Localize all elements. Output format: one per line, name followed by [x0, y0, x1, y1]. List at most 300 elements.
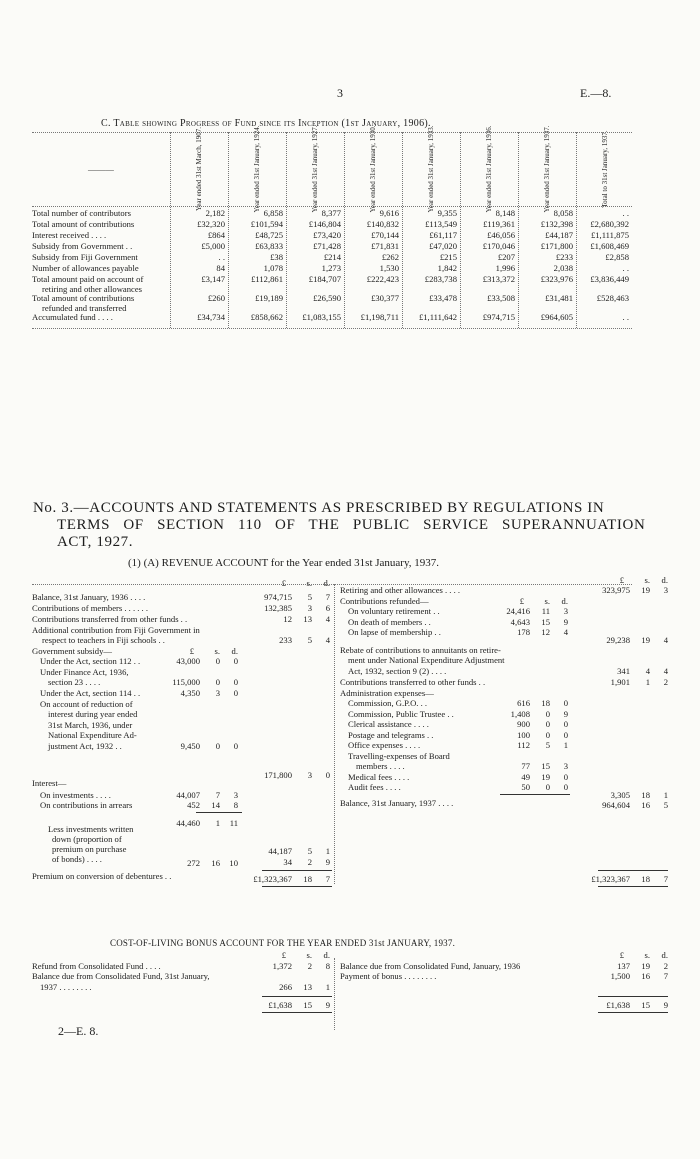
amount-shillings: 18: [541, 698, 550, 708]
table-cell: 1,078: [263, 263, 283, 273]
inner-amount: [148, 741, 240, 752]
amount-pounds: 3,305: [610, 790, 630, 800]
column-header: [536, 125, 558, 213]
pound-sign: £: [619, 950, 624, 960]
table-cell: £73,420: [313, 230, 341, 240]
amount-pounds: 1,408: [510, 709, 530, 719]
amount-pounds: 171,800: [264, 770, 292, 780]
table-cell: £5,000: [201, 241, 225, 251]
table-cell: £1,111,875: [590, 230, 629, 240]
amount-shillings: 5: [307, 592, 312, 602]
table-cell: 2,038: [553, 263, 573, 273]
bonus-right-rule: [598, 996, 668, 997]
amount-shillings: 15: [541, 761, 550, 771]
amount-pence: 11: [229, 818, 238, 828]
revenue-left-line: On contributions in arrears: [40, 800, 133, 810]
table-cell: £214: [323, 252, 341, 262]
amount-shillings: 11: [541, 606, 550, 616]
amount-shillings: 0: [545, 730, 550, 740]
total-amount: [240, 857, 332, 868]
amount-shillings: 2: [307, 857, 312, 867]
table-cell: £974,715: [482, 312, 515, 322]
lsd-header: [240, 950, 332, 961]
table-cell: 84: [216, 263, 225, 273]
table-top-rule: [32, 132, 632, 133]
section-heading: [33, 500, 646, 551]
table-cell: £3,836,449: [590, 274, 629, 284]
amount-shillings: 15: [303, 1000, 312, 1010]
table-cell: . .: [218, 252, 225, 262]
amount-pence: 9: [563, 617, 568, 627]
amount-pence: 4: [563, 627, 568, 637]
bonus-left-rule: [262, 996, 332, 997]
shilling-sign: s.: [306, 578, 312, 588]
row-label: Accumulated fund . . . .: [32, 312, 113, 322]
table-cell: £323,976: [540, 274, 573, 284]
left-total-rule: [262, 870, 332, 871]
amount-pence: 7: [325, 874, 330, 884]
table-cell: . .: [622, 208, 629, 218]
table-cell: £33,478: [429, 293, 457, 303]
total-amount: [578, 1000, 670, 1011]
amount-shillings: 19: [641, 585, 650, 595]
column-header-label: Year ended 31st January, 1937.: [543, 125, 551, 213]
table-cell: £63,833: [255, 241, 283, 251]
amount-shillings: 3: [307, 770, 312, 780]
table-cell: £30,377: [371, 293, 399, 303]
table-cell: £47,020: [429, 241, 457, 251]
table-cell: £858,662: [250, 312, 283, 322]
table-header-rule: [32, 206, 632, 207]
amount-pence: 0: [563, 698, 568, 708]
amount-shillings: 16: [641, 971, 650, 981]
amount-pounds: 137: [617, 961, 630, 971]
amount-shillings: 1: [645, 677, 650, 687]
amount-shillings: 19: [641, 635, 650, 645]
table-bottom-rule: [32, 328, 632, 329]
table-cell: £19,189: [255, 293, 283, 303]
column-header: [478, 125, 500, 213]
table-cell: £1,083,155: [302, 312, 341, 322]
amount-shillings: 0: [545, 719, 550, 729]
column-header: [246, 125, 268, 213]
row-label: Total amount of contributions: [32, 293, 135, 303]
row-label: Interest received . . . .: [32, 230, 107, 240]
total-amount: [578, 971, 670, 982]
total-amount: [240, 770, 332, 781]
total-amount: [240, 1000, 332, 1011]
amount-pounds: 4,350: [180, 688, 200, 698]
amount-shillings: 15: [541, 617, 550, 627]
table-cell: £146,804: [308, 219, 341, 229]
amount-pence: 0: [233, 656, 238, 666]
column-header: [188, 126, 210, 212]
amount-shillings: 0: [215, 656, 220, 666]
amount-pence: 3: [663, 585, 668, 595]
shilling-sign: s.: [644, 950, 650, 960]
pence-sign: d.: [323, 578, 330, 588]
revenue-left-line: premium on purchase: [52, 844, 127, 854]
row-label: Subsidy from Government . .: [32, 241, 133, 251]
amount-shillings: 0: [545, 782, 550, 792]
amount-shillings: 5: [545, 740, 550, 750]
revenue-right-line: Audit fees . . . .: [348, 782, 401, 792]
amount-shillings: 13: [303, 614, 312, 624]
amount-shillings: 5: [307, 846, 312, 856]
amount-pounds: 1,500: [610, 971, 630, 981]
left-grand-rule: [262, 886, 332, 887]
column-header-label: Year ended 31st January, 1933.: [427, 125, 435, 213]
table-cell: £71,428: [313, 241, 341, 251]
amount-pounds: 49: [521, 772, 530, 782]
table-cell: 9,616: [379, 208, 399, 218]
revenue-left-line: interest during year ended: [48, 709, 138, 719]
table-cell: £207: [497, 252, 515, 262]
amount-pence: 5: [663, 800, 668, 810]
pound-sign: £: [519, 596, 524, 606]
amount-pence: 6: [325, 603, 330, 613]
table-cell: £170,046: [482, 241, 515, 251]
amount-pounds: 900: [517, 719, 530, 729]
row-label: Total number of contributors: [32, 208, 131, 218]
revenue-left-line: Government subsidy—: [32, 646, 112, 656]
revenue-right-line: Act, 1932, section 9 (2) . . . .: [348, 666, 447, 676]
amount-pounds: 34: [283, 857, 292, 867]
revenue-right-line: Postage and telegrams . .: [348, 730, 434, 740]
column-header: [362, 125, 384, 213]
inner-amount: [148, 656, 240, 667]
table-cell: £528,463: [596, 293, 629, 303]
table-cell: £33,508: [487, 293, 515, 303]
amount-pence: 9: [325, 1000, 330, 1010]
amount-pounds: 1,901: [610, 677, 630, 687]
amount-pounds: 24,416: [506, 606, 530, 616]
amount-pounds: 112: [517, 740, 530, 750]
table-cell: £113,549: [425, 219, 457, 229]
revenue-right-line: Commission, Public Trustee . .: [348, 709, 454, 719]
revenue-left-line: Under Finance Act, 1936,: [40, 667, 129, 677]
amount-pounds: 272: [187, 858, 200, 868]
inner-amount: [148, 800, 240, 811]
pence-sign: d.: [661, 575, 668, 585]
amount-pounds: 29,238: [606, 635, 630, 645]
table-cell: 1,842: [437, 263, 457, 273]
amount-shillings: 14: [211, 800, 220, 810]
total-amount: [240, 846, 332, 857]
column-header-label: Year ended 31st January, 1927.: [311, 125, 319, 213]
row-label: Number of allowances payable: [32, 263, 139, 273]
amount-pounds: 1,372: [272, 961, 292, 971]
total-amount: [578, 635, 670, 646]
table-cell: 2,182: [205, 208, 225, 218]
amount-pence: 3: [233, 790, 238, 800]
inner-amount: [478, 606, 570, 617]
revenue-right-line: Balance, 31st January, 1937 . . . .: [340, 798, 454, 808]
amount-pence: 4: [663, 666, 668, 676]
amount-pence: 1: [663, 790, 668, 800]
lsd-header: [240, 578, 332, 589]
amount-pounds: 974,715: [264, 592, 292, 602]
table-cell: £38: [270, 252, 283, 262]
amount-pounds: 233: [279, 635, 292, 645]
revenue-right-line: Medical fees . . . .: [348, 772, 410, 782]
amount-pounds: 266: [279, 982, 292, 992]
revenue-right-line: On voluntary retirement . .: [348, 606, 440, 616]
table-cell: £34,734: [197, 312, 225, 322]
amount-pounds: 44,007: [176, 790, 200, 800]
table-cell: £1,111,642: [418, 312, 457, 322]
amount-pounds: 4,643: [510, 617, 530, 627]
column-header: [420, 125, 442, 213]
revenue-left-line: Contributions transferred from other funds . .: [32, 614, 188, 624]
shilling-sign: s.: [306, 950, 312, 960]
revenue-left-line: section 23 . . . .: [48, 677, 101, 687]
amount-pounds: 178: [517, 627, 530, 637]
inner-amount: [148, 688, 240, 699]
table-cell: £61,117: [429, 230, 457, 240]
table-cell: £2,858: [605, 252, 629, 262]
amount-pence: 7: [325, 592, 330, 602]
revenue-right-line: Travelling-expenses of Board: [348, 751, 450, 761]
bonus-left-line: 1937 . . . . . . . .: [40, 982, 92, 992]
amount-pence: 3: [563, 761, 568, 771]
table-cell: £32,320: [197, 219, 225, 229]
total-amount: [578, 585, 670, 596]
row-label: Total amount of contributions: [32, 219, 135, 229]
inner-amount: [148, 858, 240, 869]
bonus-right-line: Balance due from Consolidated Fund, January, 1936: [340, 961, 521, 971]
revenue-left-line: On account of reduction of: [40, 699, 133, 709]
revenue-right-line: Contributions transferred to other funds . .: [340, 677, 486, 687]
lsd-header: [578, 950, 670, 961]
table-cell: 8,377: [321, 208, 341, 218]
revenue-left-line: Additional contribution from Fiji Government in: [32, 625, 200, 635]
revenue-right-line: On lapse of membership . .: [348, 627, 441, 637]
revenue-left-line: Less investments written: [48, 824, 134, 834]
column-header-label: Year ended 31st March, 1907.: [195, 126, 203, 212]
total-amount: [240, 603, 332, 614]
amount-pence: 0: [233, 741, 238, 751]
table-cell: £233: [555, 252, 573, 262]
bonus-title: COST-OF-LIVING BONUS ACCOUNT FOR THE YEAR ENDED 31st JANUARY, 1937.: [110, 938, 456, 948]
amount-pence: 8: [233, 800, 238, 810]
table-cell: £71,831: [371, 241, 399, 251]
inner-amount: [478, 782, 570, 793]
column-header-label: Year ended 31st January, 1930.: [369, 125, 377, 213]
table-cell: £313,372: [482, 274, 515, 284]
table-cell: £132,398: [540, 219, 573, 229]
amount-pence: 7: [663, 874, 668, 884]
amount-pence: 8: [325, 961, 330, 971]
table-cell: £1,198,711: [360, 312, 399, 322]
amount-pence: 0: [563, 772, 568, 782]
amount-pounds: 132,385: [264, 603, 292, 613]
page-number: 3: [337, 86, 343, 100]
amount-pounds: 50: [521, 782, 530, 792]
total-amount: [578, 800, 670, 811]
pence-sign: d.: [231, 646, 238, 656]
inner-amount: [478, 627, 570, 638]
stub-header-dash: ———: [88, 164, 114, 174]
total-amount: [578, 874, 670, 885]
amount-pence: 0: [563, 719, 568, 729]
amount-shillings: 5: [307, 635, 312, 645]
inner-amount: [478, 719, 570, 730]
amount-pounds: 9,450: [180, 741, 200, 751]
column-header-label: Total to 31st January, 1937.: [601, 130, 609, 208]
table-cell: £262: [381, 252, 399, 262]
table-cell: £222,423: [366, 274, 399, 284]
revenue-left-line: Premium on conversion of debentures . .: [32, 871, 172, 881]
table-c-title: C. Table showing Progress of Fund since its Inception (1st January, 1906).: [101, 118, 431, 129]
total-amount: [240, 592, 332, 603]
revenue-left-line: Balance, 31st January, 1936 . . . .: [32, 592, 146, 602]
amount-pence: 0: [563, 782, 568, 792]
amount-shillings: 7: [215, 790, 220, 800]
total-amount: [240, 982, 332, 993]
table-cell: £260: [207, 293, 225, 303]
amount-pounds: £1,323,367: [253, 874, 292, 884]
table-cell: £215: [439, 252, 457, 262]
table-cell: £2,680,392: [590, 219, 629, 229]
table-cell: £3,147: [201, 274, 225, 284]
right-inner-rule: [500, 794, 570, 795]
amount-shillings: 16: [641, 800, 650, 810]
table-cell: £184,707: [308, 274, 341, 284]
shilling-sign: s.: [214, 646, 220, 656]
revenue-right-line: ment under National Expenditure Adjustment: [348, 655, 505, 665]
amount-shillings: 18: [641, 874, 650, 884]
amount-pence: 0: [563, 730, 568, 740]
amount-shillings: 12: [541, 627, 550, 637]
bonus-right-grand-rule: [598, 1012, 668, 1013]
revenue-right-line: members . . . .: [356, 761, 405, 771]
table-cell: 6,858: [263, 208, 283, 218]
amount-pence: 4: [325, 614, 330, 624]
footer-signature: 2—E. 8.: [58, 1024, 99, 1038]
revenue-left-line: Interest—: [32, 778, 67, 788]
column-header: [304, 125, 326, 213]
table-cell: 1,996: [495, 263, 515, 273]
table-cell: £140,832: [366, 219, 399, 229]
amount-pounds: 100: [517, 730, 530, 740]
bonus-left-grand-rule: [262, 1012, 332, 1013]
pence-sign: d.: [661, 950, 668, 960]
revenue-left-line: Contributions of members . . . . . .: [32, 603, 149, 613]
total-amount: [578, 666, 670, 677]
table-cell: £70,144: [371, 230, 399, 240]
inner-amount: [478, 740, 570, 751]
amount-pence: 1: [563, 740, 568, 750]
table-cell: £864: [207, 230, 225, 240]
inner-amount: [148, 818, 240, 829]
amount-shillings: 18: [303, 874, 312, 884]
row-label: Total amount paid on account of: [32, 274, 144, 284]
amount-shillings: 0: [215, 741, 220, 751]
column-header-label: Year ended 31st January, 1924.: [253, 125, 261, 213]
amount-shillings: 4: [645, 666, 650, 676]
amount-shillings: 19: [641, 961, 650, 971]
amount-pence: 3: [563, 606, 568, 616]
amount-shillings: 16: [211, 858, 220, 868]
shilling-sign: s.: [644, 575, 650, 585]
amount-pence: 1: [325, 846, 330, 856]
inner-amount: [478, 698, 570, 709]
table-cell: 1,273: [321, 263, 341, 273]
right-total-rule: [598, 870, 668, 871]
amount-pence: 2: [663, 677, 668, 687]
amount-pounds: £1,638: [268, 1000, 292, 1010]
pence-sign: d.: [323, 950, 330, 960]
table-cell: £964,605: [540, 312, 573, 322]
amount-shillings: 15: [641, 1000, 650, 1010]
inner-amount: [478, 761, 570, 772]
revenue-left-line: respect to teachers in Fiji schools . .: [42, 635, 165, 645]
amount-pounds: 964,604: [602, 800, 630, 810]
table-cell: . .: [622, 312, 629, 322]
pound-sign: £: [281, 578, 286, 588]
amount-shillings: 1: [215, 818, 220, 828]
amount-pence: 4: [325, 635, 330, 645]
table-cell: £283,738: [424, 274, 457, 284]
right-grand-rule: [598, 886, 668, 887]
table-cell: £26,590: [313, 293, 341, 303]
amount-pence: 9: [325, 857, 330, 867]
amount-pounds: 115,000: [172, 677, 200, 687]
amount-pounds: 452: [187, 800, 200, 810]
row-label: refunded and transferred: [42, 303, 127, 313]
amount-shillings: 13: [303, 982, 312, 992]
table-cell: £112,861: [251, 274, 283, 284]
amount-shillings: 3: [215, 688, 220, 698]
table-cell: £31,481: [545, 293, 573, 303]
revenue-right-line: Contributions refunded—: [340, 596, 429, 606]
revenue-left-line: On investments . . . .: [40, 790, 111, 800]
amount-pounds: 341: [617, 666, 630, 676]
table-cell: £101,594: [250, 219, 283, 229]
amount-pence: 1: [325, 982, 330, 992]
amount-pence: 10: [229, 858, 238, 868]
section-heading-line: No. 3.—ACCOUNTS AND STATEMENTS AS PRESCRIBED BY REGULATIONS IN: [33, 500, 605, 516]
revenue-left-line: justment Act, 1932 . .: [48, 741, 122, 751]
revenue-right-line: Rebate of contributions to annuitants on retire-: [340, 645, 501, 655]
column-header: [594, 130, 616, 208]
revenue-centre-rule: [334, 584, 335, 884]
revenue-left-line: down (proportion of: [52, 834, 122, 844]
amount-pence: 0: [325, 770, 330, 780]
bonus-centre-rule: [334, 958, 335, 1030]
table-cell: £119,361: [483, 219, 515, 229]
revenue-title: (1) (A) REVENUE ACCOUNT for the Year ended 31st January, 1937.: [128, 557, 440, 569]
amount-pence: 9: [663, 1000, 668, 1010]
doc-ref: E.—8.: [580, 86, 612, 100]
amount-pounds: 44,187: [268, 846, 292, 856]
revenue-left-line: National Expenditure Ad-: [48, 730, 137, 740]
table-cell: 8,148: [495, 208, 515, 218]
table-cell: 1,530: [379, 263, 399, 273]
total-amount: [240, 874, 332, 885]
total-amount: [240, 961, 332, 972]
inner-amount: [148, 677, 240, 688]
row-label: retiring and other allowances: [42, 284, 142, 294]
amount-shillings: 19: [541, 772, 550, 782]
pound-sign: £: [619, 575, 624, 585]
amount-pence: 2: [663, 961, 668, 971]
section-heading-line: TERMS OF SECTION 110 OF THE PUBLIC SERVICE SUPERANNUATION: [57, 517, 646, 533]
revenue-right-line: Retiring and other allowances . . . .: [340, 585, 461, 595]
revenue-left-line: of bonds) . . . .: [52, 854, 102, 864]
amount-pounds: 77: [521, 761, 530, 771]
